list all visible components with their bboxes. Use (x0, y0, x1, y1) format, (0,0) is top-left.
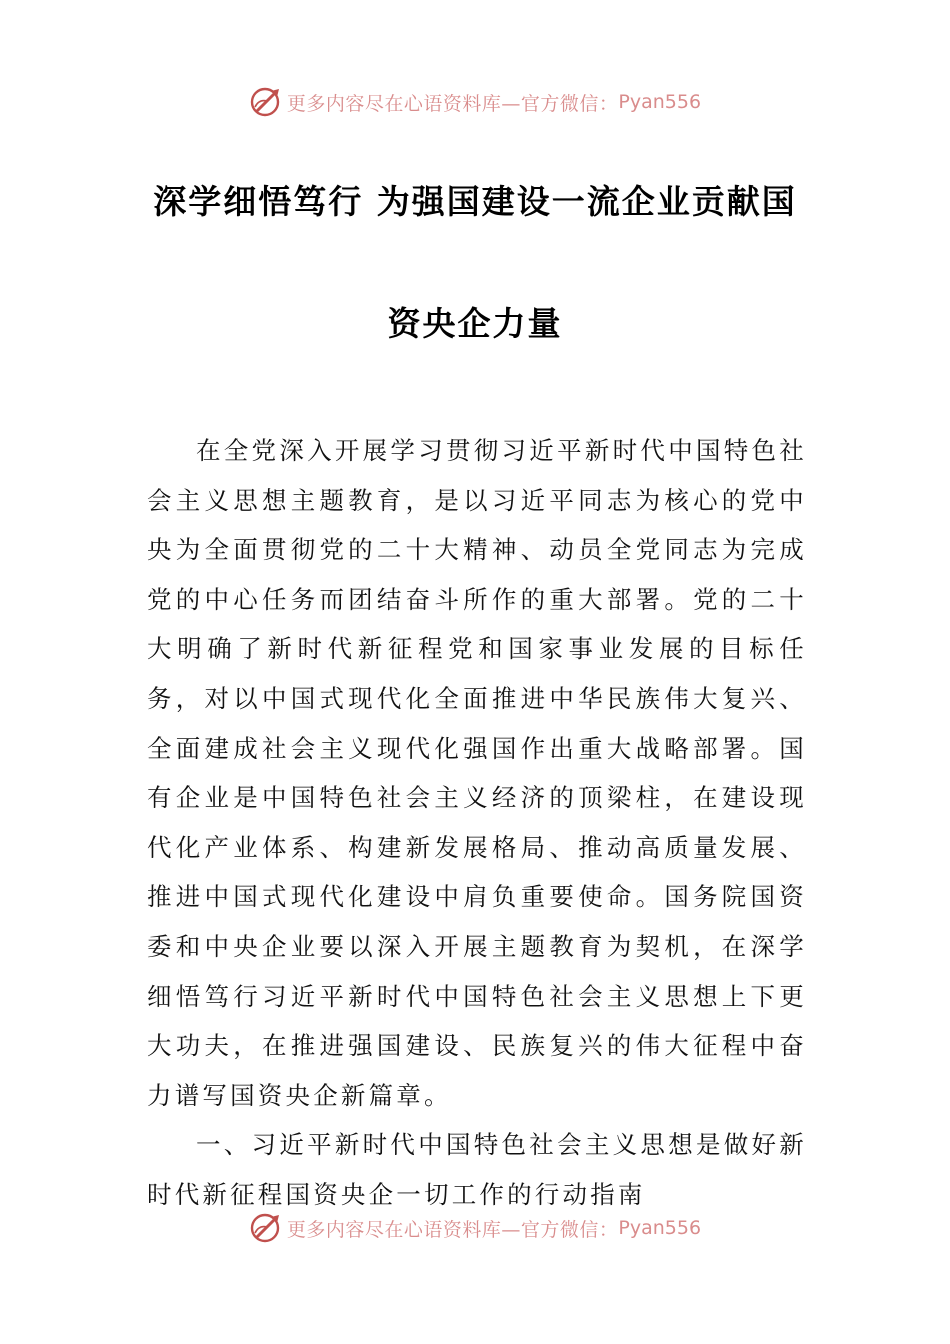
wechat-id: Pyan556 (618, 1217, 702, 1239)
wechat-id: Pyan556 (618, 91, 702, 113)
pen-logo-icon (249, 85, 283, 119)
header-banner (0, 82, 950, 122)
document-title-line-1: 深学细悟笃行 为强国建设一流企业贡献国 (153, 182, 797, 221)
pen-logo-icon (249, 1211, 283, 1245)
paragraph-heading: 一、习近平新时代中国特色社会主义思想是做好新时代新征程国资央企一切工作的行动指南 (147, 1130, 807, 1209)
banner-text: 更多内容尽在心语资料库—官方微信： (286, 92, 619, 115)
footer-banner (0, 1208, 950, 1248)
document-body (147, 426, 807, 1220)
banner-text: 更多内容尽在心语资料库—官方微信： (286, 1218, 619, 1241)
document-title-line-2: 资央企力量 (387, 304, 563, 343)
paragraph: 在全党深入开展学习贯彻习近平新时代中国特色社会主义思想主题教育，是以习近平同志为核心的党中央为全面贯彻党的二十大精神、动员全党同志为完成党的中心任务而团结奋斗所作的重大部署。党的二十大明确了新时代新征程党和国家事业发展的目标任务，对以中国式现代化全面推进中华民族伟大复兴、全面建成社会主义现代化强国作出重大战略部署。国有企业是中国特色社会主义经济的顶梁柱，在建设现代化产业体系、构建新发展格局、推动高质量发展、推进中国式现代化建设中肩负重要使命。国务院国资委和中央企业要以深入开展主题教育为契机，在深学细悟笃行习近平新时代中国特色社会主义思想上下更大功夫，在推进强国建设、民族复兴的伟大征程中奋力谱写国资央企新篇章。 (147, 436, 807, 1110)
